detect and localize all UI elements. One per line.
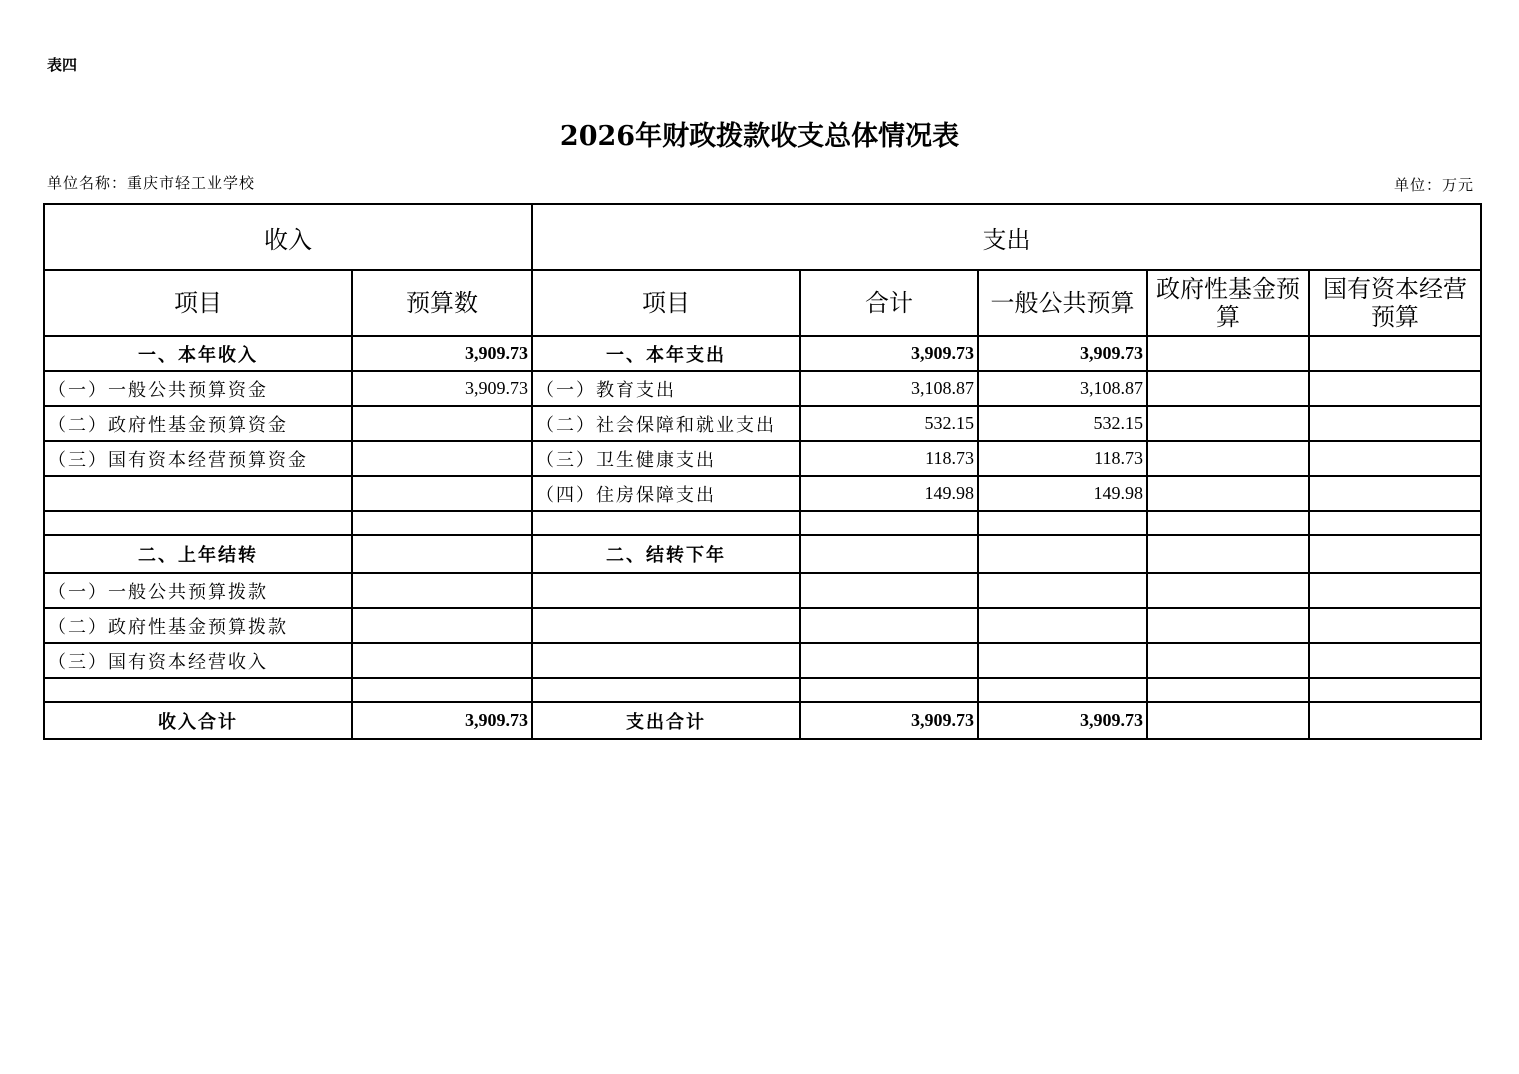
table-row [44, 535, 1481, 573]
expense-general: 532.15 [978, 406, 1147, 441]
expense-item [532, 608, 800, 643]
col-header-general-budget: 一般公共预算 [978, 270, 1147, 336]
table-number-label: 表四 [47, 56, 78, 74]
currency-unit-label: 单位：万元 [1393, 176, 1474, 194]
col-header-income-item: 项目 [44, 270, 352, 336]
income-item: （三）国有资本经营预算资金 [44, 441, 352, 476]
income-item: （二）政府性基金预算拨款 [44, 608, 352, 643]
expense-gov-fund [1147, 678, 1309, 702]
income-item: （三）国有资本经营收入 [44, 643, 352, 678]
income-amount: 3,909.73 [352, 371, 532, 406]
expense-total [800, 511, 978, 535]
expense-gov-fund [1147, 535, 1309, 573]
unit-name-label: 单位名称：重庆市轻工业学校 [47, 174, 256, 192]
income-total-amount: 3,909.73 [352, 702, 532, 739]
expense-item [532, 643, 800, 678]
expense-total [800, 678, 978, 702]
expense-gov-fund [1147, 643, 1309, 678]
table-row-spacer [44, 511, 1481, 535]
table-row [44, 643, 1481, 678]
income-amount [352, 535, 532, 573]
expense-section-header: 支出 [532, 204, 1481, 270]
expense-gov-fund [1147, 441, 1309, 476]
income-amount [352, 406, 532, 441]
expense-gov-fund [1147, 608, 1309, 643]
page-title: 2026年财政拨款收支总体情况表 [559, 121, 960, 152]
expense-total: 149.98 [800, 476, 978, 511]
expense-total-amount: 3,909.73 [800, 702, 978, 739]
expense-state-capital [1309, 511, 1481, 535]
col-header-total: 合计 [800, 270, 978, 336]
col-header-gov-fund: 政府性基金预算 [1147, 270, 1309, 336]
expense-state-capital [1309, 643, 1481, 678]
income-total-label: 收入合计 [44, 702, 352, 739]
expense-total: 3,108.87 [800, 371, 978, 406]
table-row [44, 441, 1481, 476]
expense-state-capital [1309, 678, 1481, 702]
expense-general [978, 573, 1147, 608]
income-item [44, 511, 352, 535]
expense-general [978, 608, 1147, 643]
table-row [44, 573, 1481, 608]
income-amount [352, 608, 532, 643]
expense-general [978, 643, 1147, 678]
expense-state-capital [1309, 336, 1481, 371]
expense-total-label: 支出合计 [532, 702, 800, 739]
table-row [44, 406, 1481, 441]
expense-total-state-capital [1309, 702, 1481, 739]
expense-total [800, 608, 978, 643]
expense-state-capital [1309, 573, 1481, 608]
expense-item: （四）住房保障支出 [532, 476, 800, 511]
income-amount [352, 678, 532, 702]
income-item: （一）一般公共预算拨款 [44, 573, 352, 608]
expense-general: 149.98 [978, 476, 1147, 511]
income-section-header: 收入 [44, 204, 532, 270]
expense-item: （一）教育支出 [532, 371, 800, 406]
expense-item: 二、结转下年 [532, 535, 800, 573]
col-header-budget: 预算数 [352, 270, 532, 336]
table-row [44, 608, 1481, 643]
income-item: （一）一般公共预算资金 [44, 371, 352, 406]
table-row [44, 371, 1481, 406]
expense-item [532, 511, 800, 535]
expense-total [800, 643, 978, 678]
income-amount [352, 573, 532, 608]
expense-total: 532.15 [800, 406, 978, 441]
expense-gov-fund [1147, 406, 1309, 441]
header-row-columns [44, 270, 1481, 336]
expense-item: （三）卫生健康支出 [532, 441, 800, 476]
expense-state-capital [1309, 441, 1481, 476]
expense-state-capital [1309, 608, 1481, 643]
expense-item: （二）社会保障和就业支出 [532, 406, 800, 441]
expense-total: 118.73 [800, 441, 978, 476]
expense-total [800, 535, 978, 573]
income-item [44, 678, 352, 702]
expense-general: 3,108.87 [978, 371, 1147, 406]
income-item: 二、上年结转 [44, 535, 352, 573]
expense-state-capital [1309, 371, 1481, 406]
expense-general [978, 535, 1147, 573]
table-row [44, 336, 1481, 371]
expense-item [532, 678, 800, 702]
income-item: （二）政府性基金预算资金 [44, 406, 352, 441]
expense-gov-fund [1147, 511, 1309, 535]
expense-gov-fund [1147, 371, 1309, 406]
table-row [44, 476, 1481, 511]
expense-gov-fund [1147, 336, 1309, 371]
expense-state-capital [1309, 406, 1481, 441]
expense-state-capital [1309, 535, 1481, 573]
income-amount [352, 441, 532, 476]
income-amount [352, 643, 532, 678]
income-amount [352, 511, 532, 535]
budget-table [43, 203, 1482, 740]
col-header-expense-item: 项目 [532, 270, 800, 336]
expense-total-general: 3,909.73 [978, 702, 1147, 739]
expense-gov-fund [1147, 573, 1309, 608]
expense-general: 118.73 [978, 441, 1147, 476]
expense-general: 3,909.73 [978, 336, 1147, 371]
expense-total: 3,909.73 [800, 336, 978, 371]
table-row-total [44, 702, 1481, 739]
income-amount [352, 476, 532, 511]
expense-gov-fund [1147, 476, 1309, 511]
income-item [44, 476, 352, 511]
expense-general [978, 511, 1147, 535]
col-header-state-capital: 国有资本经营预算 [1309, 270, 1481, 336]
expense-item [532, 573, 800, 608]
expense-general [978, 678, 1147, 702]
expense-total [800, 573, 978, 608]
expense-total-gov-fund [1147, 702, 1309, 739]
table-row-spacer [44, 678, 1481, 702]
expense-state-capital [1309, 476, 1481, 511]
expense-item: 一、本年支出 [532, 336, 800, 371]
header-row-sections [44, 204, 1481, 270]
income-item: 一、本年收入 [44, 336, 352, 371]
income-amount: 3,909.73 [352, 336, 532, 371]
